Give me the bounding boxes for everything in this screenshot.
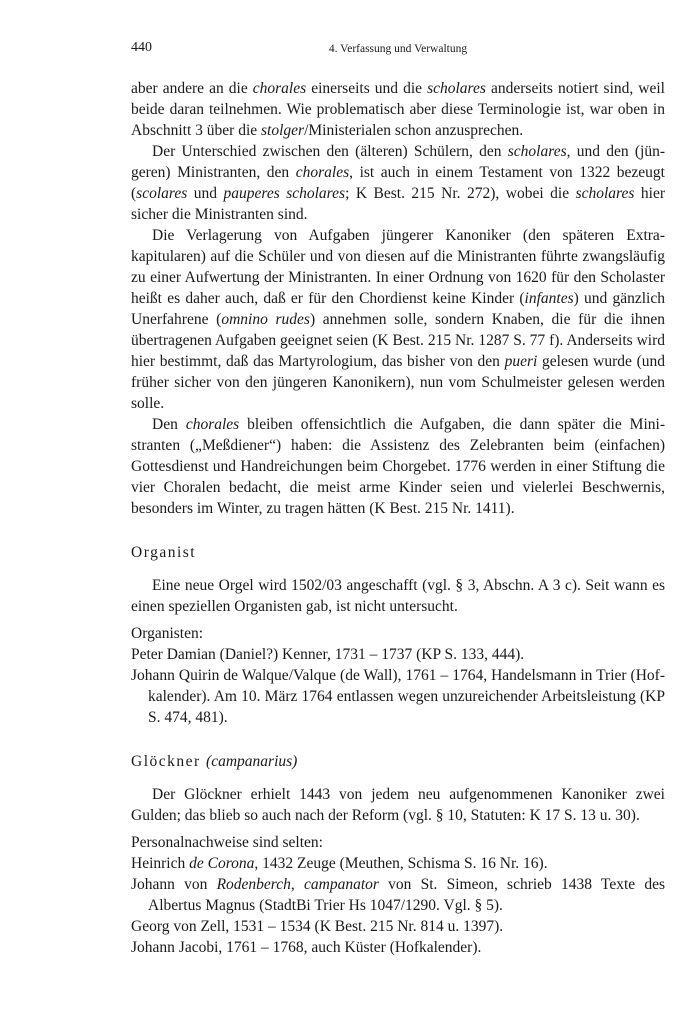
section-heading-gloeckner [131,752,665,772]
text-run: , ist auch in einem Testament von 1322 bezeugt ( [131,164,665,202]
heading-latin: (campanarius) [206,753,298,770]
italic-term: scolares [136,185,188,202]
text-run: Johann Quirin de Walque/Valque (de Wall), 1761 – 1764, Handelsmann in Trier (Hofkalender). Am 10. März 1764 entlassen wegen unzureichender Arbeitsleistung (KP S. 474, 481). [131,667,665,726]
text-run: anderseits notiert sind, weil beide daran teilnehmen. Wie problematisch aber diese Terminologie ist, war oben in Abschnitt 3 über die [131,80,665,139]
gloeckner-paragraph: Der Glöckner erhielt 1443 von jedem neu aufgenommenen Kanoniker zwei Gulden; das blieb so auch nach der Reform (vgl. § 10, Statuten: K 17 S. 13 u. 30). [131,786,665,824]
text-run: , und den (jüngeren) Ministranten, den [131,143,665,181]
list-item [131,874,665,916]
running-head [131,40,665,66]
italic-term: stolger [261,122,305,139]
text-run: , [290,876,304,893]
italic-term: Rodenberch [216,876,291,893]
heading-text: Glöckner [131,753,201,770]
italic-term: chorales [185,416,240,433]
text-run: von St. Simeon, schrieb 1438 Texte des Albertus Magnus (StadtBi Trier Hs 1047/1290. Vgl. § 5). [148,876,665,914]
text-run: ) und gänzlich Unerfahrene ( [131,290,665,328]
intro-text [131,78,665,519]
gloeckner-list-label: Personalnachweise sind selten: [131,834,323,851]
text-run: gelesen wurde (und früher sicher von den jüngeren Kanonikern), nun vom Schulmeister gelesen werden solle. [131,353,665,412]
italic-term: chorales [252,80,307,97]
italic-term: scholares [575,185,635,202]
section-heading-organist: Organist [131,544,197,561]
italic-term: chorales [295,164,350,181]
text-run: ) annehmen solle, sondern Knaben, die für die ihnen übertragenen Aufgaben geeignet seien (K Best. 215 Nr. 1287 S. 77 f). Anderseits wird hier bestimmt, daß das Martyrologium, das bisher von den [131,311,666,370]
text-run: einerseits und die [306,80,428,97]
list-item [131,937,665,958]
italic-term: scholares [427,80,486,97]
list-item [131,644,665,665]
italic-term: de Corona [189,855,255,872]
organist-list [131,623,665,728]
text-run: Den [152,416,186,433]
text-run: hier sicher die Ministranten sind. [131,185,665,223]
paragraph [131,414,665,519]
list-item [131,916,665,937]
chapter-title: 4. Verfassung und Verwaltung [328,43,468,55]
paragraph [131,225,665,414]
text-run: Johann von [131,876,217,893]
text-run: Heinrich [131,855,190,872]
italic-term: pauperes scholares [223,185,346,202]
organist-paragraph: Eine neue Orgel wird 1502/03 angeschafft (vgl. § 3, Abschn. A 3 c). Seit wann es einen speziellen Organisten gab, ist nicht untersucht. [131,577,665,615]
list-item [131,853,665,874]
text-run: Der Unterschied zwischen den (älteren) Schülern, den [152,143,508,160]
text-run: Johann Jacobi, 1761 – 1768, auch Küster (Hofkalender). [131,939,482,956]
text-run: bleiben offensichtlich die Aufgaben, die dann später die Ministranten („Meßdiener“) haben: die Assistenz des Zelebranten beim (einfachen) Gottesdienst und Handreichungen beim Chorgebet. 1776 werden in einer Stiftung die vier Choralen bedacht, die meist arme Kinder seien und vielerlei Beschwernis, besonders im Winter, zu tragen hätten (K Best. 215 Nr. 1411). [131,416,665,517]
italic-term: infantes [524,290,574,307]
text-run: Georg von Zell, 1531 – 1534 (K Best. 215 Nr. 814 u. 1397). [131,918,504,935]
gloeckner-list [131,832,665,958]
text-run: Die Verlagerung von Aufgaben jüngerer Kanoniker (den späteren Extrakapitularen) auf die Schüler und von diesen auf die Ministranten führte zwangsläufig zu einer Aufwertung der Ministranten. In einer Ordnung von 1620 für den Scholaster heißt es daher auch, daß er für den Chordienst keine Kinder ( [131,227,665,307]
text-run: und [187,185,224,202]
text-run: aber andere an die [131,80,253,97]
paragraph [131,78,665,141]
text-run: /Ministerialen schon anzusprechen. [304,122,524,139]
paragraph [131,141,665,225]
italic-term: campanator [304,876,379,893]
italic-term: omnino rudes [221,311,310,328]
text-run: Peter Damian (Daniel?) Kenner, 1731 – 1737 (KP S. 133, 444). [131,646,525,663]
page-number: 440 [131,40,152,55]
organist-list-label: Organisten: [131,625,204,642]
book-page [131,40,665,958]
italic-term: scholares [507,143,567,160]
text-run: , 1432 Zeuge (Meuthen, Schisma S. 16 Nr. 16). [254,855,548,872]
list-item [131,665,665,728]
text-run: ; K Best. 215 Nr. 272), wobei die [345,185,576,202]
italic-term: pueri [504,353,538,370]
